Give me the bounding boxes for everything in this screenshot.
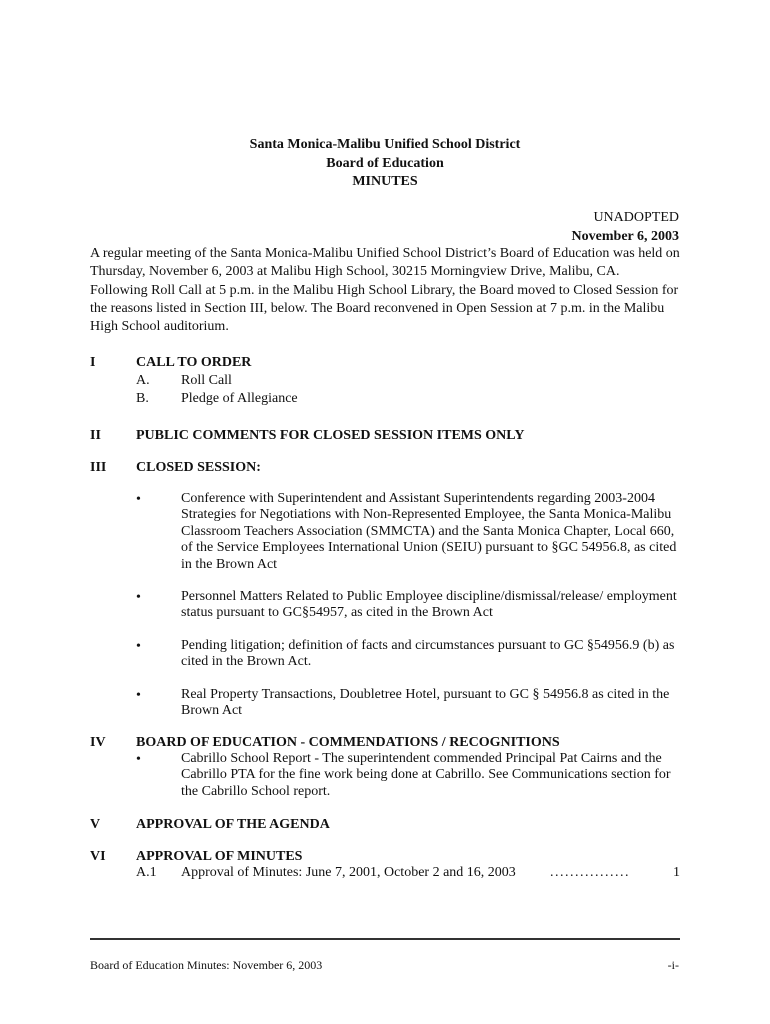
bullet-text: Personnel Matters Related to Public Employee discipline/dismissal/release/ employment status pursuant to GC§54957, as cited in the Brown Act bbox=[181, 589, 677, 621]
section-title: CLOSED SESSION: bbox=[136, 460, 261, 475]
bullet-text: Cabrillo School Report - The superintendent commended Principal Pat Cairns and the Cabrillo PTA for the fine work being done at Cabrillo. See Communications section for the Cabrillo School report. bbox=[181, 751, 671, 799]
footer-title: Board of Education Minutes: November 6, 2003 bbox=[90, 958, 323, 972]
document-header bbox=[0, 136, 770, 192]
item-text: Pledge of Allegiance bbox=[181, 391, 298, 406]
footer-rule bbox=[90, 938, 680, 940]
page-number: -i- bbox=[667, 958, 679, 972]
meeting-date: November 6, 2003 bbox=[571, 228, 679, 244]
status-label: UNADOPTED bbox=[593, 210, 679, 225]
document-title: MINUTES bbox=[352, 174, 418, 189]
bullet-text: Pending litigation; definition of facts and circumstances pursuant to GC §54956.9 (b) as cited in the Brown Act. bbox=[181, 638, 675, 670]
status-block bbox=[572, 209, 679, 246]
section-number: II bbox=[90, 428, 101, 443]
section-title: APPROVAL OF MINUTES bbox=[136, 849, 303, 864]
bullet-glyph: • bbox=[136, 639, 141, 654]
dot-leader: ................ bbox=[550, 865, 630, 880]
item-text: Roll Call bbox=[181, 373, 232, 388]
section-number: V bbox=[90, 817, 101, 832]
section-number: VI bbox=[90, 849, 106, 864]
district-name: Santa Monica-Malibu Unified School District bbox=[249, 137, 521, 152]
item-label: B. bbox=[136, 391, 149, 406]
bullet-text: Real Property Transactions, Doubletree Hotel, pursuant to GC § 54956.8 as cited in the Brown Act bbox=[181, 687, 670, 719]
section-title: APPROVAL OF THE AGENDA bbox=[136, 817, 330, 832]
section-number: IV bbox=[90, 735, 106, 750]
bullet-text: Conference with Superintendent and Assistant Superintendents regarding 2003-2004 Strategies for Negotiations with Non-Represented Employee, the Santa Monica-Malibu Classroom Teachers Association (SMMCTA) and the Santa Monica Chapter, Local 660, of the Service Employees International Union (SEIU) pursuant to §GC 54956.8, as cited in the Brown Act bbox=[181, 491, 677, 572]
section-number: III bbox=[90, 460, 107, 475]
bullet-glyph: • bbox=[136, 688, 141, 703]
section-title: CALL TO ORDER bbox=[136, 355, 252, 370]
item-text: Approval of Minutes: June 7, 2001, October 2 and 16, 2003 bbox=[181, 865, 516, 880]
section-number: I bbox=[90, 355, 96, 370]
section-title: PUBLIC COMMENTS FOR CLOSED SESSION ITEMS ONLY bbox=[136, 428, 525, 443]
intro-paragraph: A regular meeting of the Santa Monica-Malibu Unified School District’s Board of Education was held on Thursday, November 6, 2003 at Malibu High School, 30215 Morningview Drive, Malibu, CA. Following Roll Call at 5 p.m. in the Malibu High School Library, the Board moved to Closed Session for the reasons listed in Section III, below. The Board reconvened in Open Session at 7 p.m. in the Malibu High School auditorium. bbox=[90, 246, 680, 335]
item-label: A. bbox=[136, 373, 150, 388]
bullet-glyph: • bbox=[136, 752, 141, 767]
item-label: A.1 bbox=[136, 865, 157, 880]
board-name: Board of Education bbox=[326, 155, 444, 171]
section-title: BOARD OF EDUCATION - COMMENDATIONS / RECOGNITIONS bbox=[136, 735, 560, 750]
page-reference: 1 bbox=[673, 865, 680, 880]
bullet-glyph: • bbox=[136, 492, 141, 507]
bullet-glyph: • bbox=[136, 590, 141, 605]
